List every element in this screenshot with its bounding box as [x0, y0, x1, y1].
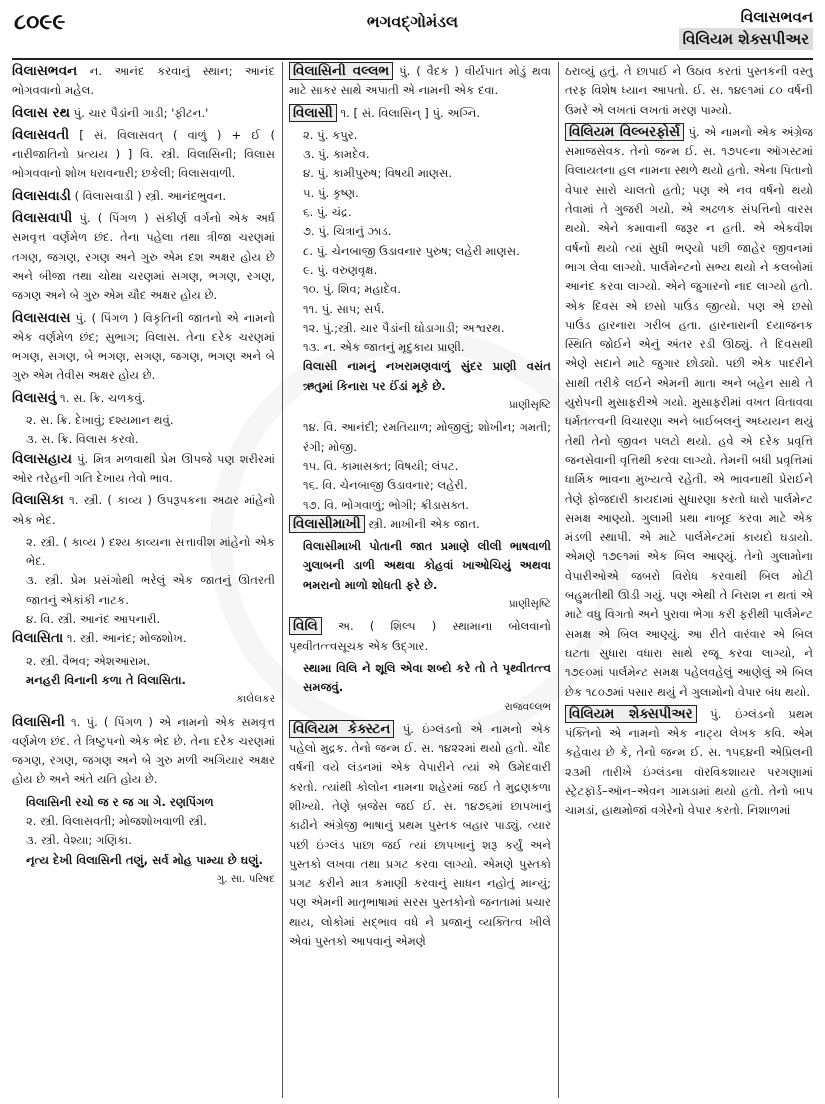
- entry-definition: ૧. સ. ક્રિ. ચળકવું.: [60, 390, 146, 405]
- entry-definition: પું. ( પિંગળ ) વિકૃતિની જાતનો એ નામનો એક વર્ણમેળ છંદ; સુભાગ; વિલાસ. તેના દરેક ચરણમાં ભગણ, સગણ, બે ભગણ, સગણ, જગણ, ભગણ અને બે ગુરુ એમ તેવીસ અક્ષર હોય છે.: [12, 310, 275, 383]
- dictionary-entry: [289, 62, 551, 101]
- entry-definition: અ. ( શિલ્પ ) સ્થામાના બોલવાનો પૃથ્વીતત્ત્વસૂચક એક ઉદ્ગાર.: [289, 619, 551, 653]
- sub-sense: ૨. સ્ત્રી. વૈભવ; એશઆરામ.: [26, 653, 151, 668]
- entry-definition: ૧. પું. ( પિંગળ ) એ નામનો એક સમવૃત્ત વર્ણમેળ છંદ. તે ત્રિષ્ટુપનો એક ભેદ છે. તેના દરેક ચરણમાં જગણ, રગણ, જગણ અને બે ગુરુ મળી અગિયાર અક્ષર હોય છે અને અંતે યતિ હોય છે.: [12, 714, 275, 787]
- sub-sense: ૩. સ્ત્રી. પ્રેમ પ્રસંગોથી ભરેલું એક જાતનું ઊતરતી જાતનું એકાંકી નાટક.: [26, 573, 275, 607]
- dictionary-entry: [12, 62, 275, 101]
- entry-headword: વિલિયમ વિલ્બરફોર્સ: [565, 123, 684, 141]
- entry-headword: વિલાસવાપી: [12, 210, 73, 227]
- quote-source: ગુ. સા. પરિષદ: [216, 872, 275, 885]
- column-1: [12, 62, 275, 1098]
- entry-definition: ( વિલાસવાડી ) સ્ત્રી. આનંદભુવન.: [74, 188, 227, 203]
- sub-sense: ૪. પું. કામીપુરુષ; વિષયી માણસ.: [303, 166, 453, 181]
- quote-source: પ્રાણીસૃષ્ટિ: [508, 598, 551, 611]
- dictionary-entry: [12, 209, 275, 305]
- entry-headword: વિલિયમ શેક્સપીઅર: [565, 705, 697, 723]
- dictionary-entry: [12, 309, 275, 386]
- quote-source: પ્રાણીસૃષ્ટિ: [508, 399, 551, 412]
- dictionary-entry: [289, 720, 551, 952]
- sub-sense: ૨. સ. ક્રિ. દેખાવું; દશ્યમાન થવું.: [26, 413, 174, 428]
- sub-sense: ૭. પું. ચિત્રાનું ઝાડ.: [303, 224, 392, 239]
- dictionary-entry: [12, 104, 275, 123]
- entry-headword: વિલાસ રથ: [12, 104, 70, 121]
- sub-sense: ૧૧. પું. સાપ; સર્પ.: [303, 301, 385, 316]
- page-header: [0, 0, 825, 58]
- entry-definition: પું. એ નામનો એક અંગ્રેજ સમાજસેવક. તેનો જન્મ ઈ. સ. ૧૭૫૯ના ઑગસ્ટમાં વિલાયતના હલ નામના સ્થળે થયો હતો. એના પિતાનો વેપાર સારો ચાલતો હતો; પણ એ નવ વર્ષનો થયો તેવામાં તે ગુજરી ગયો. એ અઢળક સંપત્તિનો વારસ થયો. એને કમાવાની જરૂર ન હતી. એ એકવીશ વર્ષનો થયો ત્યાં સુધી ભણ્યો પછી જાહેર જીવનમાં ભાગ લેવા લાગ્યો. પાર્લમેન્ટનો સભ્ય થયો ને કલબોમાં આનંદ કરવા લાગ્યો. એને જુગારનો નાદ લાગ્યો હતો. એક દિવસ એ છસો પાઉંડ જીત્યો. પણ એ છસો પાઉંડ હારનારા ગરીબ હતા. હારનારાની દયાજનક સ્થિતિ જોઈને એનું અંતર રડી ઊઠ્યું. તે દિવસથી એણે સદાને માટે જુગાર છોડ્યો. પછી એક પાદરીને સાથી તરીકે લઈને એમની માતા અને બહેન સાથે તે યુરોપની મુસાફરીએ ગયો. મુસાફરીમાં વખત વિતાવવા ધર્મતત્ત્વની વિચારણા અને બાઈબલનું અધ્યયન થયું તેથી તેનો જીવન પલટો થયો. હવે એ દરેક પ્રવૃત્તિ જનસેવાની વૃત્તિથી કરવા લાગ્યો. તેમની બધી પ્રવૃત્તિમાં ધાર્મિક ભાવના મુખ્યત્વે રહેતી. એ ભાવનાથી પ્રેરાઈને તેણે ફોજદારી કાયદામાં સુધારણા કરતો ધારો પાર્લમેન્ટ સમક્ષ આણ્યો. ગુલામી પ્રથા નાબૂદ કરવા માટે એક મંડળી સ્થાપી. એ માટે પાર્લમેન્ટમાં કાયદો ઘડાયો. એમણે ૧૭૯૧માં એક બિલ આણ્યું. તેનો ગુલામોના વેપારીઓએ જબરો વિરોધ કરવાથી બિલ મોટી બહુમતીથી ઊડી ગયું. પણ એથી તે નિરાશ ન થતાં એ માટે વધુ વિગતો અને પુરાવા ભેગા કરી ફરીથી પાર્લમેન્ટ સમક્ષ એ બિલ આણ્યું. આ રીતે વારંવાર એ બિલ ઘટતા સુધારા વધારા સાથે રજૂ કરવા લાગ્યો, ને ૧૭૯૦માં પાર્લમેન્ટ સમક્ષ પહેલવહેલું આણેલું એ બિલ છેક ૧૮૦૭માં પસાર થયું ને ગુલામોનો વેપાર બંધ થયો.: [565, 124, 813, 699]
- dictionary-entry: [289, 104, 551, 123]
- sub-sense: ૩. સ્ત્રી. વેશ્યા; ગણિકા.: [26, 833, 132, 848]
- usage-quote: સ્થામા વિલિ ને શૂલિ એવા શબ્દો કરે તો તે પૃથ્વીતત્ત્વ સમજવું.: [303, 660, 551, 695]
- dictionary-entry: [12, 389, 275, 408]
- guide-word-last: વિલિયમ શેક્સપીઅર: [679, 28, 813, 50]
- dictionary-entry: [289, 617, 551, 656]
- sub-sense: ૩. સ. ક્રિ. વિલાસ કરવો.: [26, 432, 139, 447]
- entry-definition: [ સં. વિલાસવત્ ( વાળું ) + ઈ ( નારીજાતિનો પ્રત્યય ) ] વિ. સ્ત્રી. વિલાસિની; વિલાસ ભોગવવાનો શોખ ધરાવનારી; છકેલી; વિલાસવાળી.: [12, 127, 275, 181]
- column-divider: [282, 62, 283, 1098]
- continued-text: ઠરાવ્યું હતું. તે છાપાઈ ને ઉઠાવ કરતાં પુસ્તકની વસ્તુ તરફ વિશેષ ધ્યાન આપતો. ઈ. સ. ૧૪૯૧માં ૮૦ વર્ષની ઉમરે એ લખતાં લખતાં મરણ પામ્યો.: [565, 64, 813, 117]
- usage-quote: નૃત્ય દેખી વિલાસિની તણું, સર્વ મોહ પામ્યા છે ઘણું.: [26, 852, 263, 867]
- entry-headword: વિલાસભવન: [12, 63, 78, 79]
- dictionary-entry: [12, 126, 275, 184]
- entry-headword: વિલાસવાસ: [12, 309, 71, 326]
- entry-definition: સ્ત્રી. માખીની એક જાત.: [368, 516, 480, 531]
- sub-sense: ૧૪. વિ. આનંદી; રમતિયાળ; મોજીલું; શોખીન; ગમતી; રંગી; મોજી.: [303, 420, 551, 454]
- sub-sense: ૩. પું. કામદેવ.: [303, 147, 370, 162]
- entry-headword: વિલિયમ કેક્સ્ટન: [289, 720, 394, 738]
- dictionary-entry: [12, 187, 275, 206]
- running-title: ભગવદ્‌ગોમંડલ: [366, 12, 459, 31]
- sub-sense: ૨. સ્ત્રી. ( કાવ્ય ) દશ્ય કાવ્યના સત્તાવીશ માંહેનો એક ભેદ.: [26, 534, 275, 569]
- sub-sense: ૧૨. પું.;સ્ત્રી. ચાર પૈડાંની ઘોડાગાડી; અશ્વરથ.: [303, 320, 505, 335]
- usage-quote: વિલાસીમાખી પોતાની જાત પ્રમાણે લીલી ભાષવાળી ગુલાબની ડાળી અથવા કોહવાં ખાઓચિયું અથવા ભમરાનો માળો શોધતી ફરે છે.: [303, 539, 551, 592]
- entry-definition: ૧. સ્ત્રી. ( કાવ્ય ) ઉપરૂપકના અઢાર માંહેનો એક ભેદ.: [12, 493, 275, 527]
- quote-source: રાજવલ્લભ: [504, 700, 551, 713]
- guide-words: [679, 6, 813, 50]
- sub-sense: ૫. પું. કૃષ્ણ.: [303, 185, 359, 200]
- entry-definition: ૧. [ સં. વિલાસિન્ ] પું. અગ્નિ.: [340, 105, 481, 120]
- dictionary-entry: [289, 515, 551, 534]
- entry-headword: વિલાસિકા: [12, 492, 64, 509]
- dictionary-entry: [12, 491, 275, 530]
- sub-sense: ૪. વિ. સ્ત્રી. આનંદ આપનારી.: [26, 612, 161, 627]
- dictionary-entry: [565, 705, 813, 821]
- sub-sense: ૨. પું. કપુર.: [303, 127, 358, 142]
- sub-sense: ૯. પું. વરુણવૃક્ષ.: [303, 262, 378, 277]
- entry-definition: ૧. સ્ત્રી. આનંદ; મોજશોખ.: [66, 631, 187, 646]
- column-2: [289, 62, 551, 1098]
- entry-definition: પું. ( પિંગળ ) સંકીર્ણ વર્ગનો એક અર્ધ સમવૃત્ત વર્ણમેળ છંદ. તેના પહેલા તથા ત્રીજા ચરણમાં તગણ, જગણ, રગણ અને ગુરુ એમ દશ અક્ષર હોય છે અને બીજા તથા ચોથા ચરણમાં સગણ, ભગણ, રગણ, જગણ અને બે ગુરુ એમ ચૌદ અક્ષર હોય છે.: [12, 211, 275, 303]
- sub-sense: ૧૩. ન. એક જાતનું મૃદુકાય પ્રાણી.: [303, 340, 465, 355]
- entry-definition: પું. ( વૈદક ) વીર્યપાત મોડું થવા માટે સાકર સાથે અપાતી એ નામની એક દવા.: [289, 64, 551, 98]
- sub-sense: ૨. સ્ત્રી. વિલાસવતી; મોજશોખવાળી સ્ત્રી.: [26, 813, 207, 828]
- sub-sense: ૧૦. પું. શિવ; મહાદેવ.: [303, 282, 401, 297]
- page-number: ૮૦૯૯: [14, 10, 66, 35]
- entry-headword: વિલાસિની વલ્લભ: [289, 62, 393, 80]
- entry-headword: વિલાસી: [289, 104, 337, 122]
- entry-headword: વિલાસિની: [12, 713, 65, 730]
- entry-headword: વિલાસીમાખી: [289, 515, 365, 533]
- column-divider: [558, 62, 559, 1098]
- entry-definition: પું. ઇંગ્લંડનો એ નામનો એક પહેલો મુદ્રક. તેનો જન્મ ઈ. સ. ૧૪૨૨માં થયો હતો. ચૌદ વર્ષની વયે લંડનમાં એક વેપારીને ત્યાં એ ઉમેદવારી કરતો. ત્યાંથી કોલોન નામના શહેરમાં જઈ તે મુદ્રણકળા શીખ્યો. તેણે બ્રજેસ જઈ ઈ. સ. ૧૪૭૬માં છાપખાનું કાઢીને અંગ્રેજી ભાષાનું પ્રથમ પુસ્તક બહાર પાડ્યું. ત્યાર પછી ઇંગ્લંડ પાછા જઈ ત્યાં છાપખાનું શરૂ કર્યું અને પુસ્તકો લખવા તથા પ્રગટ કરવા લાગ્યો. એમણે પુસ્તકો પ્રગટ કરીને માત્ર કમાણી કરવાનું સાધન નહોતું માન્યું; પણ એમની માતૃભાષામાં સરસ પુસ્તકોનો જનતામાં પ્રચાર થાય, લોકોમાં સદ્ભાવ વધે ને પ્રજાનું વ્યક્તિત્વ ખીલે એવાં પુસ્તકો આપવાનું એમણે: [289, 721, 551, 949]
- entry-definition: પું. મિત્ર મળવાથી પ્રેમ ઊપજે પણ શરીરમાં ઓર તરેહની ગતિ દેખાય તેવો ભાવ.: [12, 451, 275, 485]
- entry-definition: પું. ચાર પૈડાંની ગાડી; 'ફીટન.': [73, 105, 209, 120]
- entry-headword: વિલિ: [289, 617, 322, 635]
- quote-source: કાલેલકર: [236, 693, 275, 706]
- dictionary-entry: [12, 450, 275, 489]
- usage-quote: વિલાસી નામનું નખરામણવાળું સુંદર પ્રાણી વસંત ઋતુમાં કિનારા પર ઈંડાં મૂકે છે.: [303, 359, 551, 393]
- usage-quote: વિલાસિની રચો જ ર જ ગા ગે. રણપિંગળ: [26, 794, 214, 809]
- column-3: [565, 62, 813, 1098]
- dictionary-entry: [12, 713, 275, 790]
- entry-definition: પું. ઇંગ્લંડનો પ્રથમ પંક્તિનો એ નામનો એક નાટ્ય લેખક કવિ. એમ કહેવાય છે કે, તેનો જન્મ ઈ. સ. ૧૫૬૪ની એપ્રિલની ૨૩મી તારીખે ઇંગ્લંડના વૉરવિકશાયર પરગણામાં સ્ટ્રેટફૉર્ડ–ઑન–એવન ગામડામાં થયો હતો. તેનો બાપ ચામડાં, હાથમોજાં વગેરેનો વેપાર કરતો. નિશાળમાં: [565, 706, 813, 818]
- dictionary-entry: [565, 123, 813, 702]
- sub-sense: ૬. પું. ચંદ્ર.: [303, 205, 352, 220]
- entry-headword: વિલાસવતી: [12, 126, 70, 143]
- sub-sense: ૧૭. વિ. ભોગવાળું; ભોગી; ક્રીડાસક્ત.: [303, 497, 469, 512]
- sub-sense: ૧૫. વિ. કામાસક્ત; વિષયી; લંપટ.: [303, 458, 459, 473]
- guide-word-first: વિલાસભવન: [740, 8, 813, 26]
- dictionary-entry: [12, 629, 275, 648]
- sub-sense: ૮. પું. ચેનબાજી ઉડાવનાર પુરુષ; લહેરી માણસ.: [303, 243, 520, 258]
- entry-headword: વિલાસહાય: [12, 450, 72, 467]
- usage-quote: મનહરી વિનાની કળા તે વિલાસિતા.: [26, 672, 186, 687]
- entry-headword: વિલાસિતા: [12, 630, 64, 647]
- entry-definition: ન. આનંદ કરવાનું સ્થાન; આનંદ ભોગવવાનો મહેલ.: [12, 64, 275, 98]
- sub-sense: ૧૬. વિ. ચેનબાજી ઉડાવનાર; લહેરી.: [303, 478, 468, 493]
- entry-headword: વિલાસવું: [12, 389, 57, 406]
- header-rule: [12, 58, 813, 60]
- entry-headword: વિલાસવાડી: [12, 187, 71, 204]
